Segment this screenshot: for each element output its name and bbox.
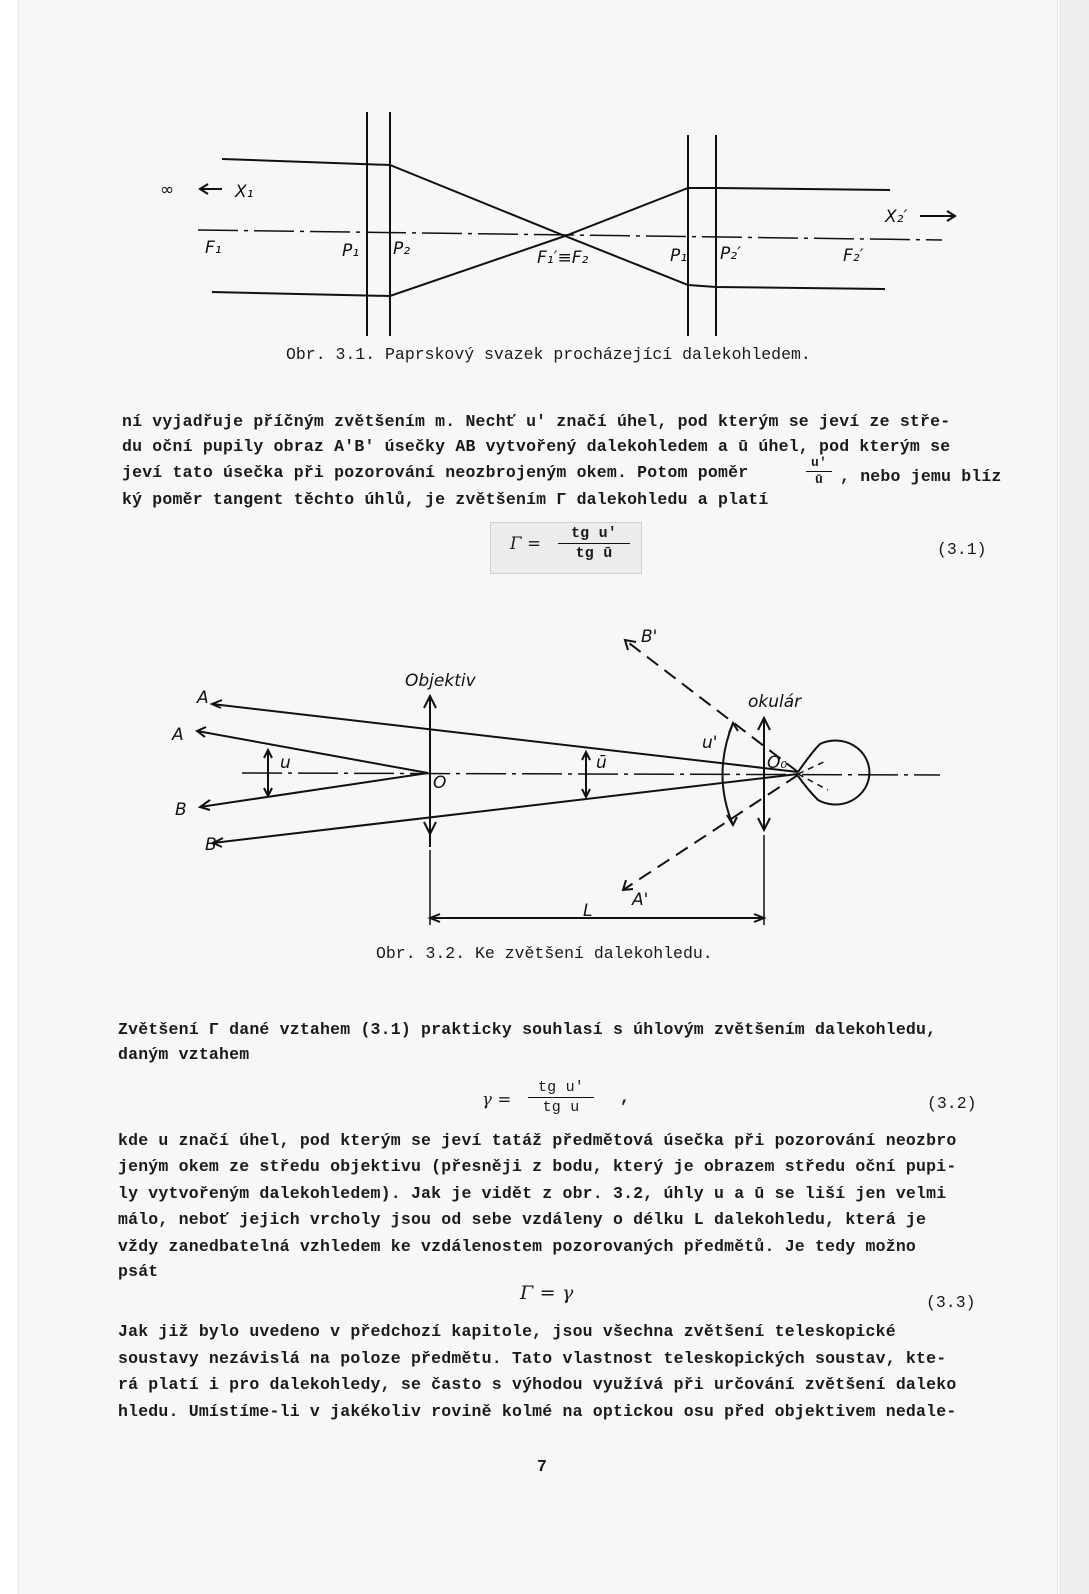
para3-line2: jeným okem ze středu objektivu (přesněji z bodu, který je obrazem středu oční pupi-: [118, 1157, 957, 1176]
para3-line6: psát: [118, 1262, 159, 1281]
label-A-top: A: [197, 688, 209, 708]
label-p2: P₂: [393, 239, 411, 259]
eye-ball: [798, 741, 869, 805]
ray-A: [197, 731, 428, 773]
eq2-lhs: γ =: [482, 1090, 512, 1109]
label-L: L: [583, 901, 593, 921]
eq2-num: tg u': [528, 1078, 594, 1098]
para2-line2: daným vztahem: [118, 1045, 250, 1064]
eq3-number: (3.3): [926, 1293, 976, 1312]
label-infinity: ∞: [160, 180, 175, 200]
figure-3-2-caption: Obr. 3.2. Ke zvětšení dalekohledu.: [376, 944, 713, 963]
label-A: A: [172, 725, 184, 745]
eq1-num: tg u': [558, 524, 630, 544]
para1-line2: du oční pupily obraz A'B' úsečky AB vytvořený dalekohledem a ū úhel, pod kterým se: [122, 437, 951, 456]
eq3-expr: Γ = γ: [520, 1282, 574, 1304]
inline-ratio-num: u': [806, 455, 832, 472]
label-Aprime: A': [632, 890, 649, 910]
ray-B-bot: [213, 774, 798, 843]
eq1-number: (3.1): [937, 540, 987, 559]
para3-line3: ly vytvořeným dalekohledem). Jak je vidět z obr. 3.2, úhly u a ū se liší jen velmi: [118, 1184, 947, 1203]
para4-line1: Jak již bylo uvedeno v předchozí kapitole, jsou všechna zvětšení teleskopické: [118, 1322, 896, 1341]
label-u: u: [280, 753, 291, 773]
label-B: B: [175, 800, 187, 820]
para4-line4: hledu. Umístíme-li v jakékoliv rovině kolmé na optickou osu před objektivem nedale-: [118, 1402, 957, 1421]
label-B-bot: B: [205, 835, 217, 855]
label-p1: P₁: [342, 241, 360, 261]
para3-line4: málo, neboť jejich vrcholy jsou od sebe vzdáleny o délku L dalekohledu, která je: [118, 1210, 927, 1229]
label-f1-f2: F₁′≡F₂: [537, 248, 589, 268]
label-O: O: [433, 773, 447, 793]
label-p2b: P₂′: [720, 244, 741, 264]
para1-line3-end: , nebo jemu blíz: [840, 467, 1002, 486]
eq2-fraction: [528, 1078, 594, 1117]
para3-line5: vždy zanedbatelná vzhledem ke vzdálenostem pozorovaných předmětů. Je tedy možno: [118, 1237, 917, 1256]
para1-line3: jeví tato úsečka při pozorování neozbrojeným okem. Potom poměr: [122, 463, 749, 482]
eq1-den: tg ū: [575, 545, 613, 562]
eq2-comma: ,: [620, 1088, 631, 1107]
para2-line1: Zvětšení Γ dané vztahem (3.1) prakticky souhlasí s úhlovým zvětšením dalekohledu,: [118, 1020, 937, 1039]
para1-line4: ký poměr tangent těchto úhlů, je zvětšením Γ dalekohledu a platí: [122, 490, 769, 509]
figure-3-1-caption: Obr. 3.1. Paprskový svazek procházející dalekohledem.: [286, 345, 811, 364]
label-p1b: P₁: [670, 246, 688, 266]
inline-ratio-den: ū: [814, 472, 823, 487]
label-Bprime: B': [641, 627, 658, 647]
label-ubar: ū: [596, 753, 607, 773]
label-x1: X₁: [235, 182, 254, 202]
label-f1: F₁: [205, 238, 222, 258]
label-objektiv: Objektiv: [405, 671, 476, 691]
axis-2: [242, 773, 940, 775]
label-Oo: O₀: [767, 753, 788, 773]
para4-line3: rá platí i pro dalekohledy, se často s výhodou využívá při určování zvětšení daleko: [118, 1375, 957, 1394]
para3-line1: kde u značí úhel, pod kterým se jeví tatáž předmětová úsečka při pozorování neozbro: [118, 1131, 957, 1150]
para4-line2: soustavy nezávislá na poloze předmětu. Tato vlastnost teleskopických soustav, kte-: [118, 1349, 947, 1368]
page-number: 7: [537, 1457, 548, 1476]
label-x2: X₂′: [885, 207, 908, 227]
eq2-number: (3.2): [927, 1094, 977, 1113]
eq2-den: tg u: [542, 1099, 580, 1116]
ray-B: [200, 773, 428, 807]
para1-line1: ní vyjadřuje příčným zvětšením m. Nechť u' značí úhel, pod kterým se jeví ze stře-: [122, 412, 951, 431]
label-f2b: F₂′: [843, 246, 864, 266]
eq1-lhs: Γ =: [510, 534, 542, 553]
label-okular: okulár: [748, 692, 802, 712]
label-uprime: u': [702, 733, 718, 753]
